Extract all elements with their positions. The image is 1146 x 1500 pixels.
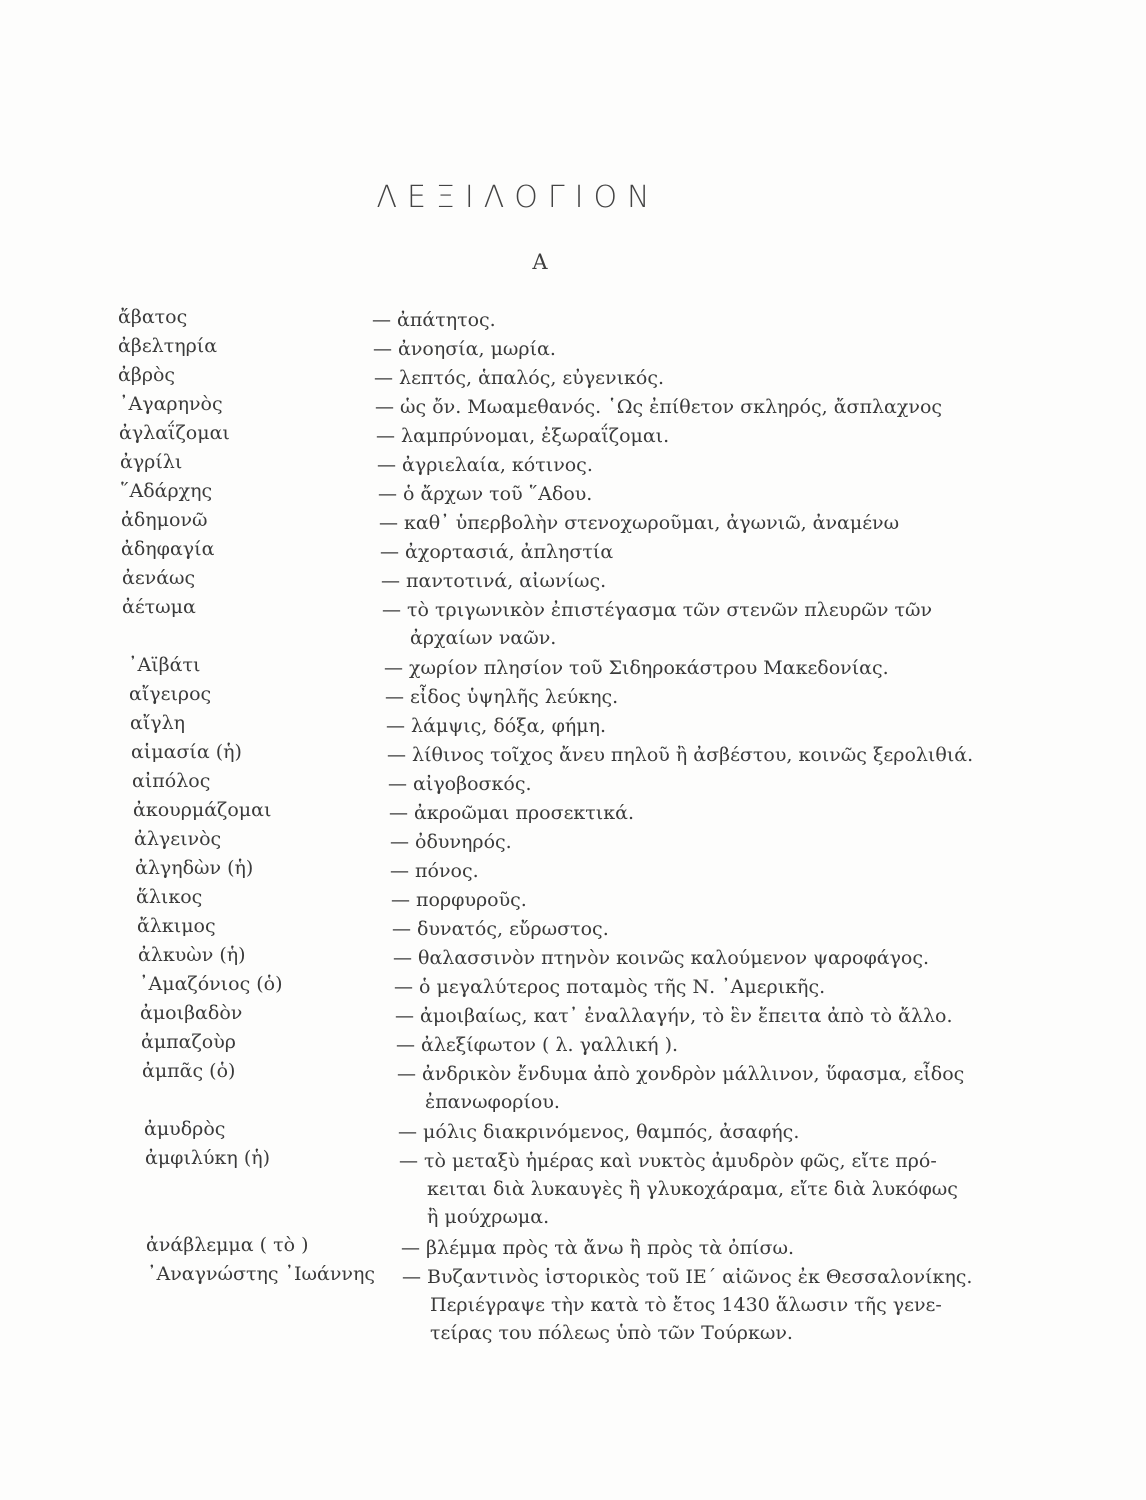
entry-term: ἀγρίλι bbox=[120, 451, 183, 473]
entry-definition bbox=[385, 683, 618, 711]
definition-line: — ἀπάτητος. bbox=[372, 309, 496, 331]
entry-definition bbox=[377, 451, 593, 479]
definition-line: — ὀδυνηρός. bbox=[390, 831, 512, 853]
entry-definition bbox=[390, 857, 479, 885]
definition-line: — δυνατός, εὔρωστος. bbox=[392, 918, 609, 940]
definition-continuation: Περιέγραψε τὴν κατὰ τὸ ἔτος 1430 ἅλωσιν τῆς γενε- bbox=[430, 1294, 942, 1316]
definition-line: — λεπτός, ἁπαλός, εὐγενικός. bbox=[374, 367, 665, 389]
entry-definition bbox=[376, 422, 669, 450]
entry-term: ἀλκυὼν (ἡ) bbox=[138, 944, 246, 966]
definition-line: — μόλις διακρινόμενος, θαμπός, ἀσαφής. bbox=[398, 1121, 800, 1143]
entry-term: αἴγλη bbox=[130, 712, 186, 734]
definition-line: — ἀλεξίφωτον ( λ. γαλλική ). bbox=[396, 1034, 679, 1056]
entry-term: ᾿Αγαρηνὸς bbox=[119, 393, 223, 415]
entry-definition bbox=[402, 1263, 972, 1347]
definition-line: — ἀγριελαία, κότινος. bbox=[377, 454, 593, 476]
entry-term: ἀέτωμα bbox=[122, 596, 196, 618]
entry-definition bbox=[387, 741, 973, 769]
definition-line: — λίθινος τοῖχος ἄνευ πηλοῦ ἢ ἀσβέστου, κοινῶς ξερολιθιά. bbox=[387, 744, 974, 766]
entry-definition bbox=[378, 480, 592, 508]
definition-line: — παντοτινά, αἰωνίως. bbox=[381, 570, 607, 592]
definition-continuation: κειται διὰ λυκαυγὲς ἢ γλυκοχάραμα, εἴτε διὰ λυκόφως bbox=[427, 1178, 958, 1200]
definition-line: — χωρίον πλησίον τοῦ Σιδηροκάστρου Μακεδονίας. bbox=[384, 657, 889, 679]
definition-line: — ἀχορτασιά, ἀπληστία bbox=[380, 541, 614, 563]
entry-definition bbox=[392, 915, 609, 943]
entry-term: αἱμασία (ἡ) bbox=[131, 741, 242, 763]
entry-term: ᾿Αναγνώστης ᾿Ιωάννης bbox=[147, 1263, 375, 1285]
definition-line: — πόνος. bbox=[390, 860, 479, 882]
entry-definition bbox=[372, 306, 496, 334]
entry-term: ἀβρὸς bbox=[118, 364, 176, 386]
definition-line: — ἀνδρικὸν ἔνδυμα ἀπὸ χονδρὸν μάλλινον, ὕφασμα, εἶδος bbox=[397, 1063, 965, 1085]
definition-line: — ὡς ὄν. Μωαμεθανός. ῾Ως ἐπίθετον σκληρός, ἄσπλαχνος bbox=[375, 396, 943, 418]
entry-term: ἅλικος bbox=[136, 886, 203, 908]
entry-definition bbox=[384, 654, 889, 682]
entry-term: ἀλγηδὼν (ἡ) bbox=[135, 857, 254, 879]
entry-term: ἀδημονῶ bbox=[121, 509, 208, 531]
entry-definition bbox=[398, 1118, 799, 1146]
definition-line: — εἶδος ὑψηλῆς λεύκης. bbox=[385, 686, 619, 708]
definition-line: — λαμπρύνομαι, ἐξωραΐζομαι. bbox=[376, 425, 670, 447]
entry-term: ἀγλαΐζομαι bbox=[119, 422, 230, 444]
entry-definition bbox=[395, 1002, 953, 1030]
entry-term: ἀμπᾶς (ὁ) bbox=[142, 1060, 236, 1082]
entry-term: ῞Αδάρχης bbox=[120, 480, 213, 502]
entry-term: ᾿Αμαζόνιος (ὁ) bbox=[139, 973, 283, 995]
definition-line: — βλέμμα πρὸς τὰ ἄνω ἢ πρὸς τὰ ὀπίσω. bbox=[401, 1237, 795, 1259]
entry-definition bbox=[379, 509, 899, 537]
entry-term: ἀβελτηρία bbox=[118, 335, 218, 357]
definition-line: — αἰγοβοσκός. bbox=[388, 773, 532, 795]
definition-continuation: ἀρχαίων ναῶν. bbox=[410, 627, 557, 649]
entry-definition bbox=[382, 596, 932, 652]
definition-line: — τὸ μεταξὺ ἡμέρας καὶ νυκτὸς ἀμυδρὸν φῶς, εἴτε πρό- bbox=[399, 1150, 937, 1172]
entry-term: ἀμοιβαδὸν bbox=[140, 1002, 243, 1024]
definition-line: — ἀμοιβαίως, κατ᾿ ἐναλλαγήν, τὸ ἓν ἔπειτα ἀπὸ τὸ ἄλλο. bbox=[395, 1005, 953, 1027]
entry-definition bbox=[381, 567, 606, 595]
page-title: ΛΕΞΙΛΟΓΙΟΝ bbox=[376, 180, 660, 215]
definition-line: — τὸ τριγωνικὸν ἐπιστέγασμα τῶν στενῶν πλευρῶν τῶν bbox=[382, 599, 933, 621]
entry-term: ἄλκιμος bbox=[137, 915, 216, 937]
entry-term: ἀμπαζοὺρ bbox=[141, 1031, 236, 1053]
entry-term: ᾿Αϊβάτι bbox=[128, 654, 201, 676]
entry-definition bbox=[394, 973, 825, 1001]
entry-term: ἄβατος bbox=[118, 306, 188, 328]
entry-definition bbox=[389, 799, 634, 827]
entry-term: ἀλγεινὸς bbox=[134, 828, 222, 850]
entry-definition bbox=[390, 828, 512, 856]
entry-definition bbox=[391, 886, 527, 914]
entry-definition bbox=[393, 944, 929, 972]
entry-definition bbox=[401, 1234, 794, 1262]
entry-term: ἀμυδρὸς bbox=[144, 1118, 226, 1140]
definition-line: — ἀνοησία, μωρία. bbox=[373, 338, 556, 360]
definition-line: — ὁ μεγαλύτερος ποταμὸς τῆς Ν. ᾿Αμερικῆς. bbox=[394, 976, 826, 998]
entry-definition bbox=[386, 712, 606, 740]
entry-definition bbox=[388, 770, 532, 798]
entry-definition bbox=[373, 335, 556, 363]
definition-line: — καθ᾿ ὑπερβολὴν στενοχωροῦμαι, ἀγωνιῶ, ἀναμένω bbox=[379, 512, 900, 534]
definition-line: — Βυζαντινὸς ἱστορικὸς τοῦ ΙΕ΄ αἰῶνος ἐκ Θεσσαλονίκης. bbox=[402, 1266, 973, 1288]
definition-line: — ἀκροῶμαι προσεκτικά. bbox=[389, 802, 635, 824]
entry-term: αἰπόλος bbox=[132, 770, 211, 792]
definition-continuation: τείρας του πόλεως ὑπὸ τῶν Τούρκων. bbox=[430, 1322, 793, 1344]
entry-term: ἀνάβλεμμα ( τὸ ) bbox=[146, 1234, 309, 1256]
entry-term: αἴγειρος bbox=[129, 683, 212, 705]
entry-term: ἀδηφαγία bbox=[121, 538, 215, 560]
entry-definition bbox=[375, 393, 942, 421]
entry-definition bbox=[374, 364, 664, 392]
definition-line: — πορφυροῦς. bbox=[391, 889, 527, 911]
definition-continuation: ἐπανωφορίου. bbox=[425, 1091, 560, 1113]
entry-term: ἀμφιλύκη (ἡ) bbox=[145, 1147, 271, 1169]
entry-definition bbox=[399, 1147, 958, 1231]
section-letter: Α bbox=[532, 250, 548, 274]
definition-line: — λάμψις, δόξα, φήμη. bbox=[386, 715, 607, 737]
definition-continuation: ἢ μούχρωμα. bbox=[427, 1206, 550, 1228]
entry-term: ἀενάως bbox=[122, 567, 196, 589]
entry-term: ἀκουρμάζομαι bbox=[133, 799, 272, 821]
definition-line: — θαλασσινὸν πτηνὸν κοινῶς καλούμενον ψαροφάγος. bbox=[393, 947, 930, 969]
entry-definition bbox=[396, 1031, 678, 1059]
entry-definition bbox=[380, 538, 613, 566]
definition-line: — ὁ ἄρχων τοῦ ῞Αδου. bbox=[378, 483, 593, 505]
entry-definition bbox=[397, 1060, 964, 1116]
